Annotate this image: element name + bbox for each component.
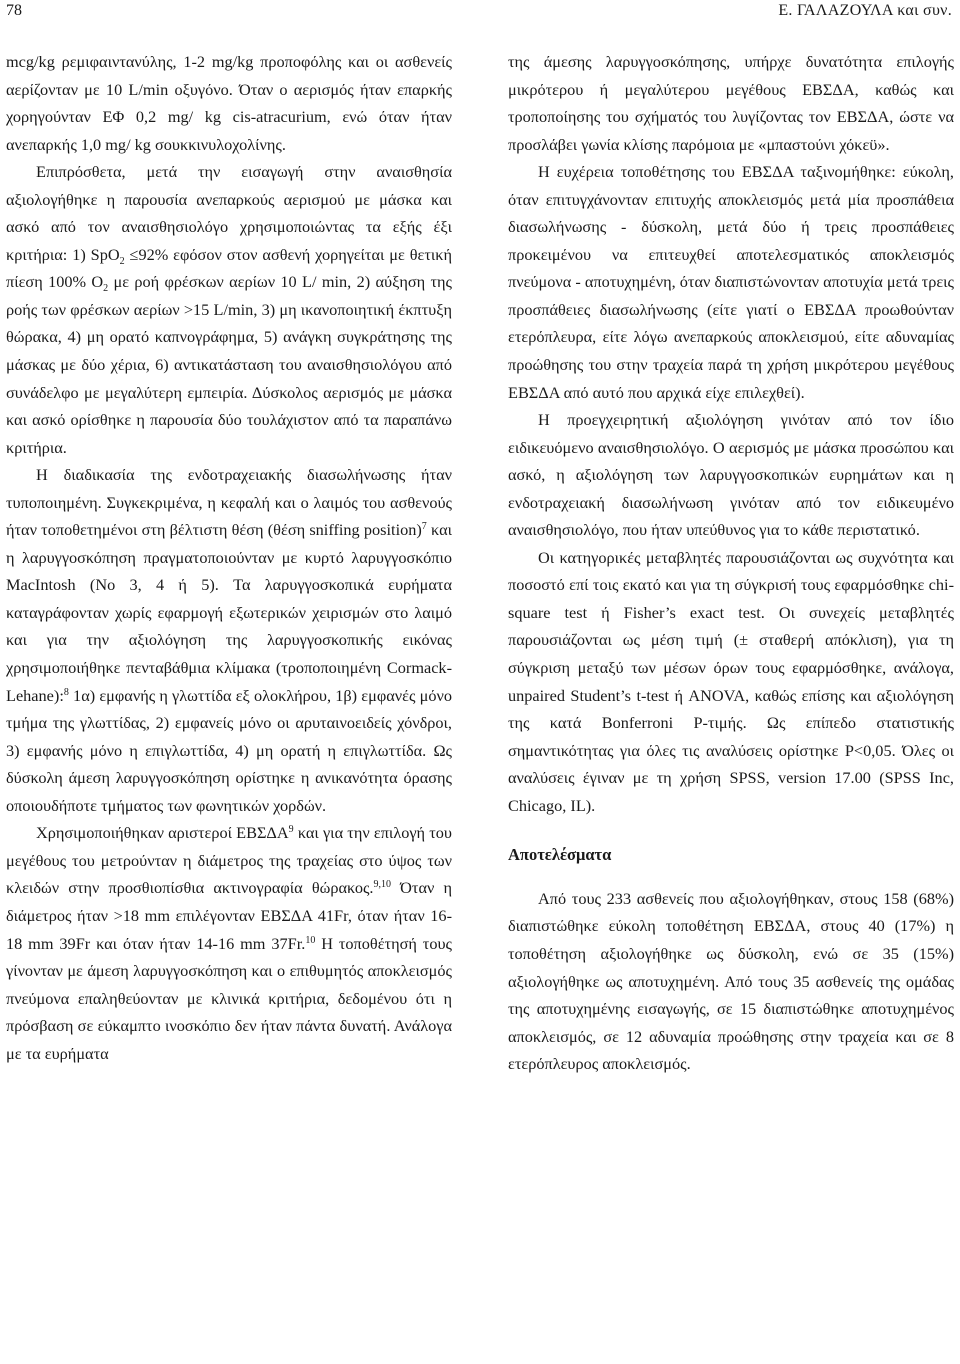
citation: 9 (288, 824, 294, 836)
page-number: 78 (6, 2, 22, 19)
page-header (0, 0, 960, 30)
right-column (508, 48, 954, 1078)
citation: 7 (421, 521, 427, 533)
paragraph: της άμεσης λαρυγγοσκόπησης, υπήρχε δυνατότητα επιλογής μικρότερου ή μεγαλύτερου μεγέθους ΕΒΣΔΑ, καθώς και τροποποίησης του σχήματός του λυγίζοντας τον ΕΒΣΔΑ, ώστε να προσλάβει γωνία κλίσης παρόμοια με «μπαστούνι χόκεϋ». (508, 52, 954, 154)
subscript: 2 (119, 255, 125, 267)
paragraph-placement-ease: Η ευχέρεια τοποθέτησης του ΕΒΣΔΑ ταξινομήθηκε: εύκολη, όταν επιτυγχάνονταν επιτυχής αποκλεισμός μετά μία προσπάθεια διασωλήνωσης - δύσκολη, μετά δύο ή τρεις προσπάθειες προκειμένου να επιτευχθεί αποτελεσματικός αποκλεισμός πνεύμονα - αποτυχημένη, όταν διαπιστώνονταν αποτυχία μετά τρεις προσπάθειες διασωλήνωσης (είτε γιατί ο ΕΒΣΔΑ προωθούνταν ετερόπλευρα, είτε λόγω ανεπαρκούς αποκλεισμού, είτε αδυναμίας προώθησης του στην τραχεία παρά τη χρήση μικρότερου μεγέθους ΕΒΣΔΑ από αυτό που αρχικά είχε επιλεχθεί). (508, 162, 954, 402)
paragraph-tube-size: Χρησιμοποιήθηκαν αριστεροί ΕΒΣΔΑ$^9$ και για την επιλογή του μεγέθους του μετρούνταν η διάμετρος της τραχείας στο ύψος των κλειδών στην προσθιοπίσθια ακτινογραφία θώρακος.$^{9,10}$ Όταν η διάμετρος ήταν >18 mm επιλέγονταν ΕΒΣΔΑ 41Fr, όταν ήταν 16-18 mm 39Fr και όταν ήταν 14-16 mm 37Fr.$^{10}$ Η τοποθέτησή τους γίνονταν με άμεση λαρυγγοσκόπηση και ο επιθυμητός αποκλεισμός πνεύμονα επαληθεύονταν με κλινικά κριτήρια, δεδομένου ότι η πρόσβαση σε εύκαμπτο ινοσκόπιο δεν ήταν πάντα δυνατή. Ανάλογα με τα ευρήματα (6, 823, 452, 1063)
section-heading-results: Αποτελέσματα (508, 845, 612, 865)
subscript: 2 (103, 283, 109, 295)
running-head: Ε. ΓΑΛΑΖΟΥΛΑ και συν. (778, 2, 952, 19)
paragraph-preop-assessment: Η προεγχειρητική αξιολόγηση γινόταν από τον ίδιο ειδικευόμενο αναισθησιολόγο. Ο αερισμός με μάσκα προσώπου και ασκό, η αξιολόγηση των λαρυγγοσκοπικών ευρημάτων και η ενδοτραχειακή διασωλήνωση γινόταν από τον ειδικευμένο αναισθησιολόγο, που ήταν υπεύθυνος για το κάθε περιστατικό. (508, 410, 954, 540)
citation: 8 (63, 686, 69, 698)
citation: 9,10 (373, 879, 391, 891)
paragraph-statistics: Οι κατηγορικές μεταβλητές παρουσιάζονται ως συχνότητα και ποσοστό επί τοις εκατό και για τη σύγκρισή τους εφαρμόσθηκε chi-square test ή Fisher’s exact test. Οι συνεχείς μεταβλητές παρουσιάζονται ως μέση τιμή (± σταθερή απόκλιση), για τη σύγκριση μεταξύ των μέσων όρων τους εφαρμόσθηκε, ανάλογα, unpaired Student’s t-test ή ANOVA, καθώς επίσης και αξιολόγηση της κατά Bonferroni P-τιμής. Ως επίπεδο στατιστικής σημαντικότητας για όλες τις αναλύσεις ορίστηκε P<0,05. Όλες οι αναλύσεις έγιναν με τη χρήση SPSS, version 17.00 (SPSS Inc, Chicago, IL). (508, 547, 954, 815)
paragraph: mcg/kg ρεμιφαιντανύλης, 1-2 mg/kg προποφόλης και οι ασθενείς αερίζονταν με 10 L/min οξυγόνο. Όταν ο αερισμός ήταν επαρκής χορηγούνταν ΕΦ 0,2 mg/ kg cis-atracurium, ενώ όταν ήταν ανεπαρκής 1,0 mg/ kg σουκκινυλοχολίνης. (6, 52, 452, 154)
left-column (6, 48, 452, 1067)
citation: 10 (305, 934, 316, 946)
paragraph-intubation: Η διαδικασία της ενδοτραχειακής διασωλήνωσης ήταν τυποποιημένη. Συγκεκριμένα, η κεφαλή και ο λαιμός του ασθενούς ήταν τοποθετημένοι στη βέλτιστη θέση (θέση sniffing position)$^7$ και η λαρυγγοσκόπηση πραγματοποιούνταν με κυρτό λαρυγγοσκόπιο MacIntosh (No 3, 4 ή 5). Τα λαρυγγοσκοπικά ευρήματα καταγράφονταν χωρίς εφαρμογή εξωτερικών χειρισμών στο λαιμό και για την αξιολόγηση της λαρυγγοσκοπικής εικόνας χρησιμοποιήθηκε πενταβάθμια κλίμακα (τροποποιημένη Cormack-Lehane):$^8$ 1α) εμφανής η γλωττίδα εξ ολοκλήρου, 1β) εμφανές μόνο τμήμα της γλωττίδας, 2) εμφανείς μόνο οι αρυταινοειδείς χόνδροι, 3) εμφανής μόνο η επιγλωττίδα, 4) μη ορατή η επιγλωττίδα. Ως δύσκολη άμεση λαρυγγοσκόπηση ορίστηκε η ανικανότητα όρασης οποιουδήποτε τμήματος των φωνητικών χορδών. (6, 465, 452, 815)
paragraph-results: Από τους 233 ασθενείς που αξιολογήθηκαν, στους 158 (68%) διαπιστώθηκε εύκολη τοποθέτηση ΕΒΣΔΑ, στους 40 (17%) η τοποθέτηση αξιολογήθηκε ως δύσκολη, ενώ σε 35 (15%) αξιολογήθηκε ως αποτυχημένη. Από τους 35 ασθενείς της ομάδας της αποτυχημένης εισαγωγής, σε 15 διαπιστώθηκε αποτυχημένος αποκλεισμός, σε 12 αδυναμία προώθησης στην τραχεία και σε 8 ετερόπλευρος αποκλεισμός. (508, 888, 954, 1074)
paragraph-ventilation-criteria: Επιπρόσθετα, μετά την εισαγωγή στην αναισθησία αξιολογήθηκε η παρουσία ανεπαρκούς αερισμού με μάσκα και ασκό από τον αναισθησιολόγο χρησιμοποιώντας τα εξής έξι κριτήρια: 1) SpO$_2$ ≤92% εφόσον στον ασθενή χορηγείται με θετική πίεση 100% $O_2$ με ροή φρέσκων αερίων 10 L/ min, 2) αύξηση της ροής των φρέσκων αερίων >15 L/min, 3) μη ικανοποιητική έκπτυξη θώρακα, 4) μη ορατό καπνογράφημα, 5) ανάγκη συγκράτησης της μάσκας με δύο χέρια, 6) αντικατάσταση του αναισθησιολόγου από συνάδελφο με μεγαλύτερη εμπειρία. Δύσκολος αερισμός με μάσκα και ασκό ορίσθηκε η παρουσία δύο τουλάχιστον από τα παραπάνω κριτήρια. (6, 162, 452, 457)
